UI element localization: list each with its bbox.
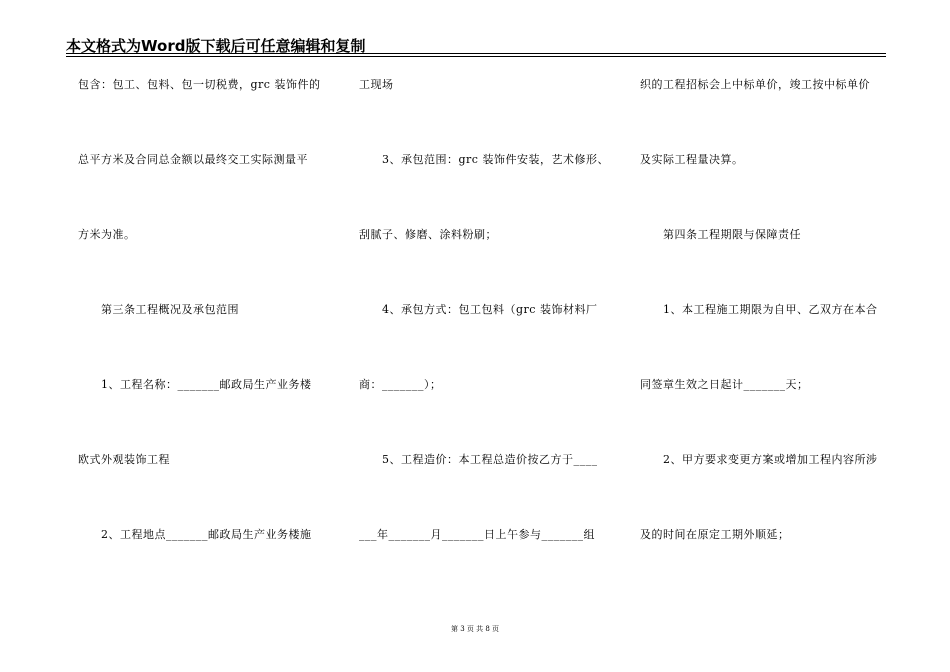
text-line: 总平方米及合同总金额以最终交工实际测量平 (78, 153, 308, 166)
text-line: 方米为准。 (78, 228, 136, 241)
header-rule-secondary (66, 56, 886, 57)
text-line: 织的工程招标会上中标单价，竣工按中标单价 (640, 78, 870, 91)
text-line: 及实际工程量决算。 (640, 153, 744, 166)
text-line: 2、甲方要求变更方案或增加工程内容所涉 (640, 453, 878, 466)
text-line: 工现场 (359, 78, 394, 91)
header-title: 本文格式为Word版下载后可任意编辑和复制 (66, 37, 366, 55)
text-line: 同签章生效之日起计_______天； (640, 378, 809, 391)
page-number-footer: 第 3 页 共 8 页 (450, 625, 500, 633)
text-line: 欧式外观装饰工程 (78, 453, 170, 466)
text-line: 刮腻子、修磨、涂料粉刷； (359, 228, 497, 241)
text-line: 第四条工程期限与保障责任 (640, 228, 801, 241)
text-line: 3、承包范围：grc 装饰件安装，艺术修形、 (359, 153, 609, 166)
text-line: 第三条工程概况及承包范围 (78, 303, 239, 316)
text-line: 商：_______）； (359, 378, 442, 391)
text-line: 包含：包工、包料、包一切税费，grc 装饰件的 (78, 78, 321, 91)
text-line: 及的时间在原定工期外顺延； (640, 528, 790, 541)
text-line: 4、承包方式：包工包料（grc 装饰材料厂 (359, 303, 598, 316)
text-line: 1、工程名称：_______邮政局生产业务楼 (78, 378, 312, 391)
text-line: ___年_______月_______日上午参与_______组 (359, 528, 595, 541)
text-line: 2、工程地点_______邮政局生产业务楼施 (78, 528, 312, 541)
text-line: 5、工程造价：本工程总造价按乙方于____ (359, 453, 598, 466)
text-line: 1、本工程施工期限为自甲、乙双方在本合 (640, 303, 878, 316)
header-rule (66, 53, 886, 54)
